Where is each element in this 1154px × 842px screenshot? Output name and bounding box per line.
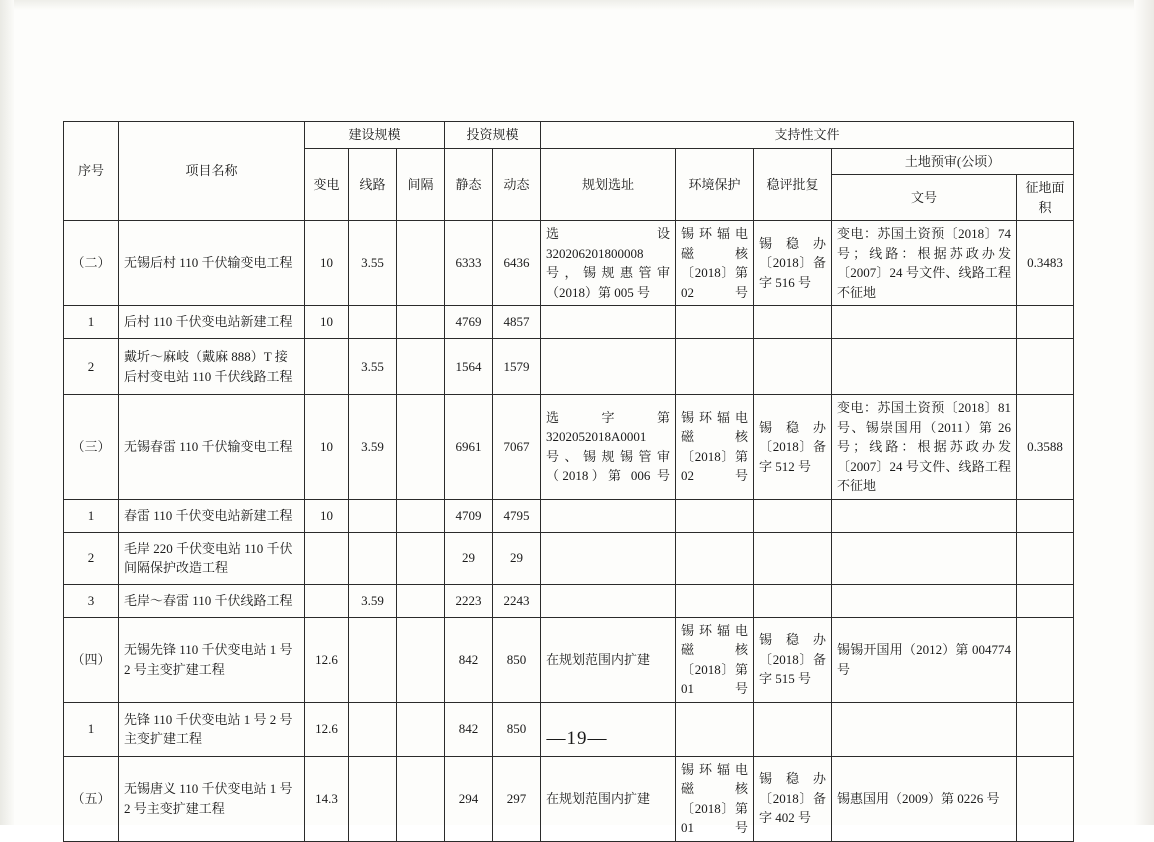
cell-plan-site: 在规划范围内扩建 [541,617,676,702]
cell-stability [754,306,832,339]
cell-interval [397,584,445,617]
header-investment-scale: 投资规模 [445,122,541,149]
cell-stability [754,499,832,532]
cell-project-name: 无锡先锋 110 千伏变电站 1 号 2 号主变扩建工程 [119,617,305,702]
cell-environment: 锡 环 辐 电 磁 核〔2018〕第 01 号 [676,756,754,841]
cell-line [349,617,397,702]
table-row [64,339,1074,395]
cell-land-area: 0.3588 [1017,395,1074,500]
cell-land-area [1017,306,1074,339]
cell-line: 3.55 [349,339,397,395]
header-static: 静态 [445,148,493,221]
cell-plan-site [541,339,676,395]
cell-interval [397,499,445,532]
cell-stability: 锡稳办〔2018〕备字 512 号 [754,395,832,500]
cell-doc-number: 锡惠国用（2009）第 0226 号 [832,756,1017,841]
cell-line [349,756,397,841]
cell-dynamic: 2243 [493,584,541,617]
cell-plan-site: 选 字 第 3202052018A0001 号、锡规锡管审（2018）第 006 号 [541,395,676,500]
table-row [64,221,1074,306]
cell-dynamic: 4795 [493,499,541,532]
cell-environment: 锡 环 辐 电 磁 核〔2018〕第 01 号 [676,617,754,702]
cell-environment [676,306,754,339]
cell-stability [754,339,832,395]
cell-seq: 3 [64,584,119,617]
cell-land-area [1017,532,1074,584]
cell-substation [305,584,349,617]
cell-doc-number [832,339,1017,395]
cell-line: 3.55 [349,221,397,306]
cell-environment: 锡 环 辐 电 磁 核〔2018〕第 02 号 [676,395,754,500]
cell-dynamic: 7067 [493,395,541,500]
cell-static: 4769 [445,306,493,339]
cell-doc-number: 锡锡开国用（2012）第 004774 号 [832,617,1017,702]
table-row [64,532,1074,584]
cell-substation: 12.6 [305,702,349,756]
header-project-name: 项目名称 [119,122,305,221]
cell-line [349,306,397,339]
cell-stability: 锡稳办〔2018〕备字 402 号 [754,756,832,841]
cell-interval [397,306,445,339]
cell-land-area [1017,339,1074,395]
header-supporting-documents: 支持性文件 [541,122,1074,149]
cell-plan-site [541,306,676,339]
cell-land-area: 0.3483 [1017,221,1074,306]
cell-stability [754,532,832,584]
scan-edge-right [1134,0,1154,825]
cell-dynamic: 850 [493,702,541,756]
cell-seq: （四） [64,617,119,702]
header-doc-number: 文号 [832,175,1017,221]
cell-line [349,499,397,532]
table-row [64,306,1074,339]
cell-dynamic: 4857 [493,306,541,339]
header-stability-reply: 稳评批复 [754,148,832,221]
cell-seq: （三） [64,395,119,500]
cell-project-name: 后村 110 千伏变电站新建工程 [119,306,305,339]
cell-project-name: 无锡后村 110 千伏输变电工程 [119,221,305,306]
header-row-1 [64,122,1074,149]
cell-static: 842 [445,702,493,756]
cell-substation [305,532,349,584]
table-row [64,499,1074,532]
cell-line [349,532,397,584]
cell-dynamic: 1579 [493,339,541,395]
cell-static: 6333 [445,221,493,306]
cell-plan-site [541,584,676,617]
cell-dynamic: 297 [493,756,541,841]
cell-seq: （二） [64,221,119,306]
cell-static: 6961 [445,395,493,500]
cell-project-name: 春雷 110 千伏变电站新建工程 [119,499,305,532]
table-row [64,617,1074,702]
cell-project-name: 毛岸 220 千伏变电站 110 千伏间隔保护改造工程 [119,532,305,584]
cell-stability: 锡稳办〔2018〕备字 516 号 [754,221,832,306]
cell-substation [305,339,349,395]
table-header [64,122,1074,221]
scan-edge-left [0,0,14,825]
cell-project-name: 先锋 110 千伏变电站 1 号 2 号主变扩建工程 [119,702,305,756]
header-environment: 环境保护 [676,148,754,221]
cell-seq: 1 [64,702,119,756]
cell-doc-number [832,499,1017,532]
header-land-area: 征地面积 [1017,175,1074,221]
cell-line: 3.59 [349,584,397,617]
cell-seq: （五） [64,756,119,841]
cell-static: 2223 [445,584,493,617]
cell-land-area [1017,499,1074,532]
cell-interval [397,395,445,500]
cell-interval [397,221,445,306]
cell-substation: 10 [305,221,349,306]
scan-edge-top [0,0,1154,10]
cell-seq: 2 [64,339,119,395]
page-number: —19— [546,728,608,749]
cell-environment [676,532,754,584]
cell-seq: 1 [64,306,119,339]
cell-project-name: 毛岸～春雷 110 千伏线路工程 [119,584,305,617]
header-dynamic: 动态 [493,148,541,221]
table-row [64,584,1074,617]
cell-interval [397,617,445,702]
cell-substation: 12.6 [305,617,349,702]
cell-doc-number [832,306,1017,339]
cell-static: 4709 [445,499,493,532]
header-plan-site: 规划选址 [541,148,676,221]
cell-environment [676,499,754,532]
cell-static: 29 [445,532,493,584]
cell-project-name: 戴圻～麻岐（戴麻 888）T 接后村变电站 110 千伏线路工程 [119,339,305,395]
table-row [64,756,1074,841]
cell-environment [676,584,754,617]
cell-project-name: 无锡春雷 110 千伏输变电工程 [119,395,305,500]
cell-stability: 锡稳办〔2018〕备字 515 号 [754,617,832,702]
cell-doc-number: 变电：苏国土资预〔2018〕74 号；线路：根据苏政办发〔2007〕24 号文件、线路工程不征地 [832,221,1017,306]
cell-interval [397,756,445,841]
cell-stability [754,584,832,617]
cell-plan-site [541,499,676,532]
cell-static: 1564 [445,339,493,395]
cell-plan-site: 选设 320206201800008 号，锡规惠管审（2018）第 005 号 [541,221,676,306]
cell-doc-number: 变电：苏国土资预〔2018〕81 号、锡崇国用（2011）第 26 号；线路：根据苏政办发〔2007〕24 号文件、线路工程不征地 [832,395,1017,500]
cell-environment: 锡 环 辐 电 磁 核〔2018〕第 02 号 [676,221,754,306]
cell-interval [397,532,445,584]
table-row [64,395,1074,500]
cell-interval [397,339,445,395]
cell-substation: 10 [305,306,349,339]
cell-static: 294 [445,756,493,841]
header-line: 线路 [349,148,397,221]
cell-line: 3.59 [349,395,397,500]
cell-dynamic: 29 [493,532,541,584]
cell-land-area [1017,617,1074,702]
cell-substation: 10 [305,395,349,500]
cell-doc-number [832,584,1017,617]
cell-land-area [1017,756,1074,841]
cell-static: 842 [445,617,493,702]
cell-substation: 10 [305,499,349,532]
header-construction-scale: 建设规模 [305,122,445,149]
cell-doc-number [832,532,1017,584]
cell-plan-site: 在规划范围内扩建 [541,756,676,841]
header-seq: 序号 [64,122,119,221]
cell-seq: 1 [64,499,119,532]
cell-land-area [1017,584,1074,617]
cell-environment [676,339,754,395]
cell-plan-site [541,532,676,584]
cell-substation: 14.3 [305,756,349,841]
cell-dynamic: 6436 [493,221,541,306]
cell-dynamic: 850 [493,617,541,702]
header-land-preview: 土地预审(公顷） [832,148,1074,175]
cell-project-name: 无锡唐义 110 千伏变电站 1 号 2 号主变扩建工程 [119,756,305,841]
header-interval: 间隔 [397,148,445,221]
header-substation: 变电 [305,148,349,221]
cell-seq: 2 [64,532,119,584]
